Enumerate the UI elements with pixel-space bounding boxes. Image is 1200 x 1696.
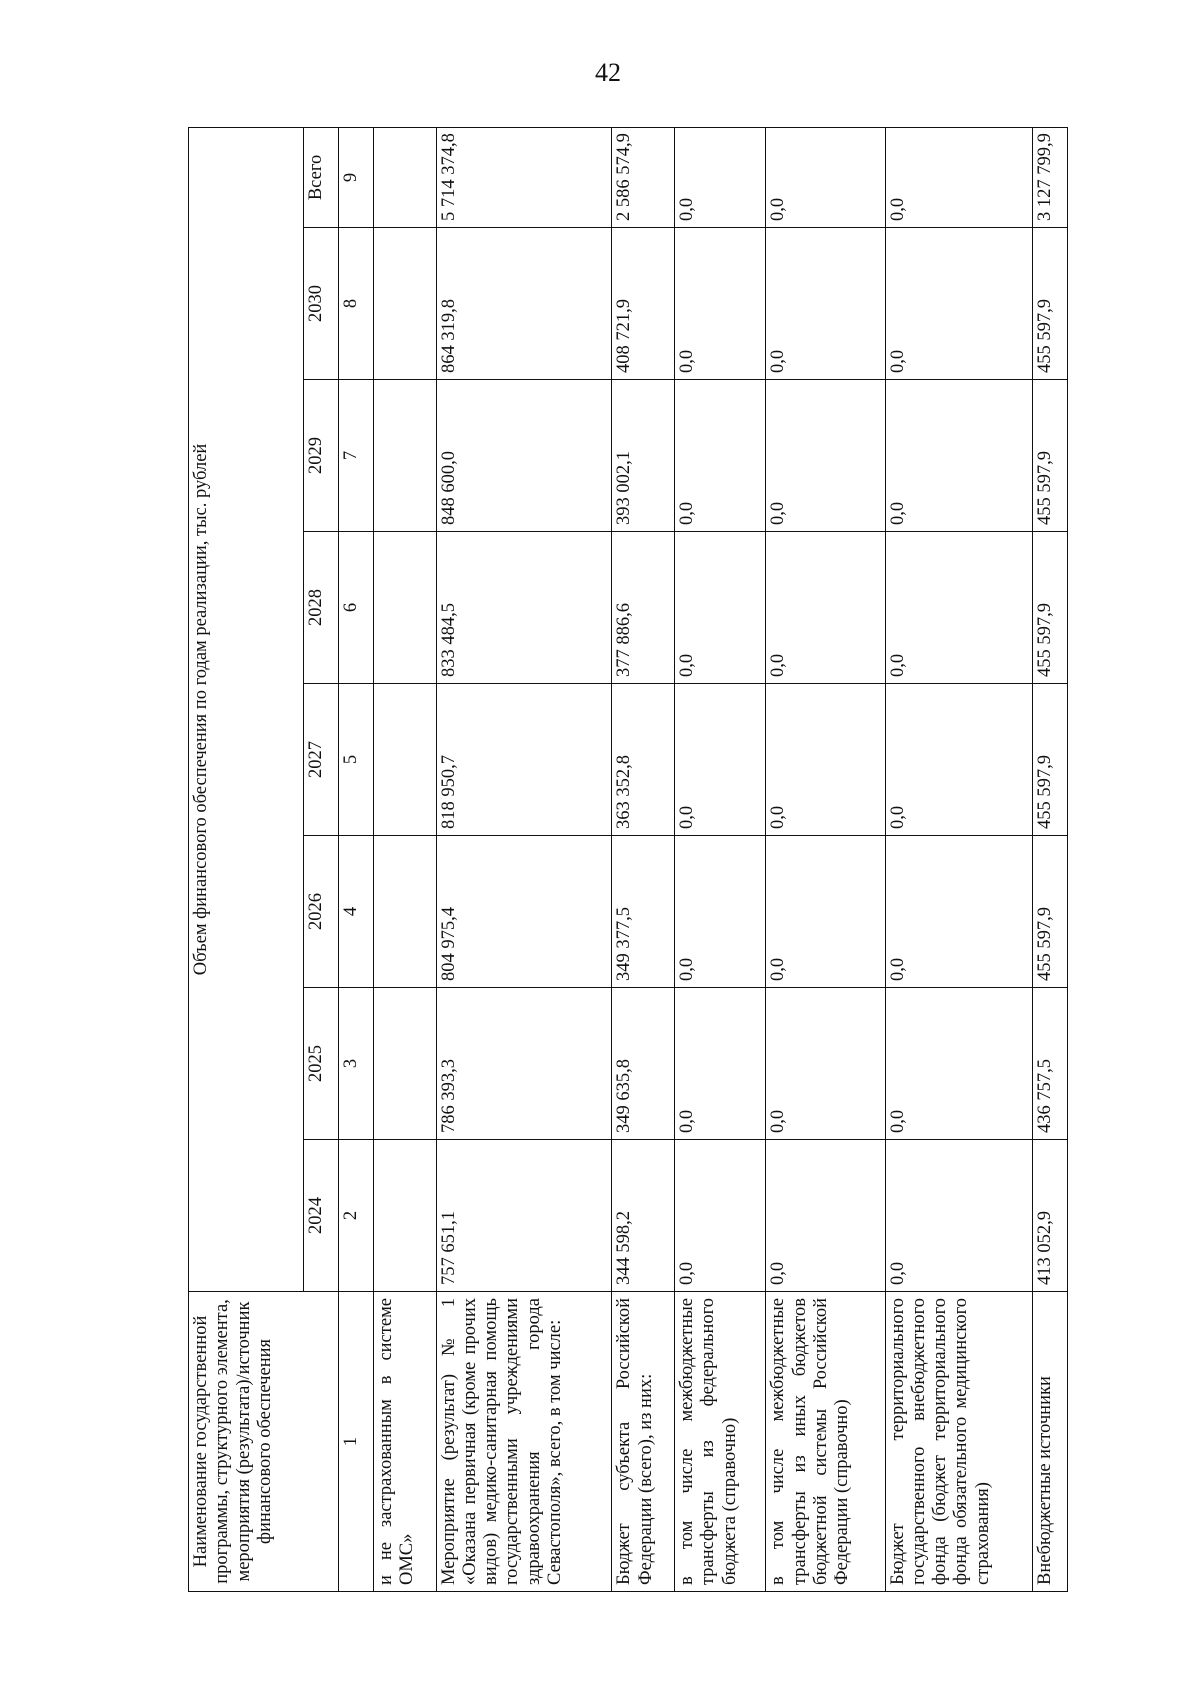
row-value: 0,0 xyxy=(766,380,885,532)
row-value: 0,0 xyxy=(766,684,885,836)
row-name: Внебюджетные источники xyxy=(1033,1292,1068,1592)
financing-table xyxy=(188,127,1068,1592)
header-year: 2024 xyxy=(304,1140,339,1292)
row-name: в том числе межбюджетные трансферты из федерального бюджета (справочно) xyxy=(675,1292,766,1592)
header-year: 2027 xyxy=(304,684,339,836)
header-total: Всего xyxy=(304,127,339,227)
row-value: 864 319,8 xyxy=(436,228,612,380)
header-name-column: Наименование государственной программы, структурного элемента, мероприятия (результата)/источник финансового обеспечения xyxy=(189,1292,339,1592)
row-value: 455 597,9 xyxy=(1033,532,1068,684)
row-name: Бюджет территориального государственного внебюджетного фонда (бюджет территориального фонда обязательного медицинского страхования) xyxy=(885,1292,1033,1592)
row-value xyxy=(373,836,436,988)
table-row xyxy=(612,127,675,1591)
header-row-group xyxy=(189,127,304,1591)
row-value: 0,0 xyxy=(885,836,1033,988)
row-value: 0,0 xyxy=(766,836,885,988)
row-value: 0,0 xyxy=(885,684,1033,836)
row-value: 455 597,9 xyxy=(1033,684,1068,836)
row-value xyxy=(373,1140,436,1292)
row-total: 3 127 799,9 xyxy=(1033,127,1068,227)
row-value: 0,0 xyxy=(675,988,766,1140)
row-value: 349 635,8 xyxy=(612,988,675,1140)
row-value: 408 721,9 xyxy=(612,228,675,380)
header-year: 2029 xyxy=(304,380,339,532)
row-total xyxy=(373,127,436,227)
row-total: 0,0 xyxy=(766,127,885,227)
row-value: 848 600,0 xyxy=(436,380,612,532)
row-value xyxy=(373,380,436,532)
row-value: 757 651,1 xyxy=(436,1140,612,1292)
row-value xyxy=(373,684,436,836)
row-value: 0,0 xyxy=(766,988,885,1140)
row-value: 0,0 xyxy=(766,532,885,684)
column-index: 7 xyxy=(338,380,373,532)
row-value: 0,0 xyxy=(675,532,766,684)
row-value: 363 352,8 xyxy=(612,684,675,836)
row-value: 0,0 xyxy=(675,684,766,836)
row-value: 344 598,2 xyxy=(612,1140,675,1292)
row-value: 818 950,7 xyxy=(436,684,612,836)
table-row xyxy=(373,127,436,1591)
table-row xyxy=(675,127,766,1591)
row-value: 833 484,5 xyxy=(436,532,612,684)
page-number: 42 xyxy=(595,58,621,87)
row-name: в том числе межбюджетные трансферты из иных бюджетов бюджетной системы Российской Федерации (справочно) xyxy=(766,1292,885,1592)
row-value: 804 975,4 xyxy=(436,836,612,988)
row-value: 0,0 xyxy=(885,988,1033,1140)
row-value xyxy=(373,988,436,1140)
header-row-index xyxy=(338,127,373,1591)
header-year: 2028 xyxy=(304,532,339,684)
table-row xyxy=(885,127,1033,1591)
row-name: Бюджет субъекта Российской Федерации (всего), из них: xyxy=(612,1292,675,1592)
financing-table-rotated xyxy=(188,128,1068,1592)
row-value: 436 757,5 xyxy=(1033,988,1068,1140)
row-value: 455 597,9 xyxy=(1033,228,1068,380)
row-value: 0,0 xyxy=(885,532,1033,684)
row-value: 0,0 xyxy=(766,228,885,380)
table-row xyxy=(1033,127,1068,1591)
row-value: 455 597,9 xyxy=(1033,836,1068,988)
row-value: 0,0 xyxy=(885,380,1033,532)
row-value: 349 377,5 xyxy=(612,836,675,988)
column-index: 6 xyxy=(338,532,373,684)
column-index: 4 xyxy=(338,836,373,988)
column-index: 8 xyxy=(338,228,373,380)
header-year: 2026 xyxy=(304,836,339,988)
header-volume-group: Объем финансового обеспечения по годам реализации, тыс. рублей xyxy=(189,127,304,1291)
row-value xyxy=(373,532,436,684)
row-value: 413 052,9 xyxy=(1033,1140,1068,1292)
row-value: 0,0 xyxy=(675,228,766,380)
row-total: 2 586 574,9 xyxy=(612,127,675,227)
table-row xyxy=(766,127,885,1591)
row-value: 786 393,3 xyxy=(436,988,612,1140)
row-name: и не застрахованным в системе ОМС» xyxy=(373,1292,436,1592)
row-total: 0,0 xyxy=(675,127,766,227)
column-index: 2 xyxy=(338,1140,373,1292)
row-value: 0,0 xyxy=(675,1140,766,1292)
row-value: 0,0 xyxy=(675,836,766,988)
row-value: 393 002,1 xyxy=(612,380,675,532)
column-index: 9 xyxy=(338,127,373,227)
row-value: 377 886,6 xyxy=(612,532,675,684)
row-total: 5 714 374,8 xyxy=(436,127,612,227)
column-index: 3 xyxy=(338,988,373,1140)
column-index: 1 xyxy=(338,1292,373,1592)
header-year: 2030 xyxy=(304,228,339,380)
column-index: 5 xyxy=(338,684,373,836)
row-name: Мероприятие (результат) № 1 «Оказана первичная (кроме прочих видов) медико-санитарная помощь государственными учреждениями здравоохранения города Севастополя», всего, в том числе: xyxy=(436,1292,612,1592)
row-value: 0,0 xyxy=(885,1140,1033,1292)
row-value: 455 597,9 xyxy=(1033,380,1068,532)
row-value: 0,0 xyxy=(766,1140,885,1292)
row-value xyxy=(373,228,436,380)
row-total: 0,0 xyxy=(885,127,1033,227)
header-year: 2025 xyxy=(304,988,339,1140)
row-value: 0,0 xyxy=(885,228,1033,380)
row-value: 0,0 xyxy=(675,380,766,532)
table-row xyxy=(436,127,612,1591)
